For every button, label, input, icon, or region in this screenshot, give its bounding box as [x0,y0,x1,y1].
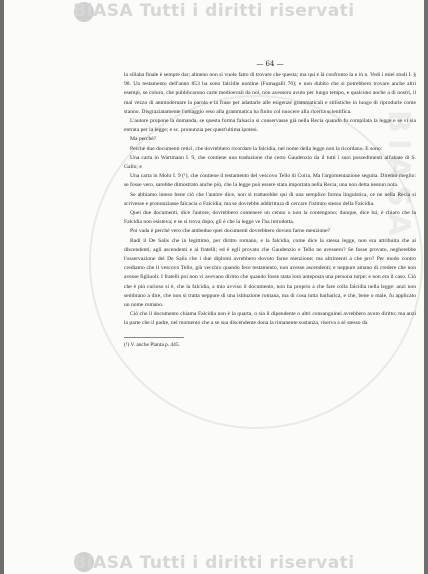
paragraph: Ma perchè? [130,136,157,143]
watermark-top: BiASA Tutti i diritti riservati [73,1,355,21]
paragraph: Ciò che il documento chiama Falcidia non è la quarta, o sia il dipendente o altri consanguinei avrebbero avuto diritto; ma anzi la parte che il padre, nel momento che a se sua discendente dona la rimanente sostanza, riserva a sé stesso da [124,311,416,327]
page-content [124,8,416,349]
paragraph: Perchè due documenti retici, che dovrebbero ricordare la falcidia, nel nome della legge non la ricordano. E sono: [130,145,383,152]
watermark-bottom: BiASA Tutti i diritti riservati [73,553,355,573]
paragraph: la sillaba finale è sempre dar; almeno non si vuole fatto di trovare che questa; ma qui e là confronto la e in n. Vedi i miei studi I. § 98. Un testamento dell'anno 853 ha sono falcidie nomine (Fumagalli 70); e non dubito che si potrebbero trovare anche altri esempi, se coloro, che pubblicarono carte medioevali da noi, non avessero avuto per lungo tempo, e qualcuno anche a di nostri, il mal vezzo di ammodernare la parola e la frase per adattarle alle esigenze grammaticali e stilistiche in luogo di riprodurle come stanno. Disgraziatamente l'omaggio reso alla grammatica ha finito col nuocere alla ricerca scientifica. [124,72,416,115]
watermark-side: BIASA [381,110,416,243]
paragraph: Se abbiamo inteso bene ciò che l'autore dice, non si trattarebbe qui di una semplice forma linguistica, ce ne nella Recia si scrivesse e pronunziasse falcacia o Falcidia; ma se dovrebbe addirittura di cercare l'istituto stesso della Falcidia. [124,191,416,207]
paragraph: Quei due documenti, dice l'autore, dovrebbero contenere un cenno o non la contengono; dunque, dice lui, è chiaro che la Falcidia non esisteva; e se si trova dopo, gli è che la legge ve l'ha introdotta. [124,210,416,226]
document-page [4,0,424,574]
footnote: (¹) V. anche Planta p. 445. [124,341,180,348]
page-number: — 64 — [256,60,284,68]
body-text [124,71,416,329]
paragraph: Poi vada è perchè vero che ambedue quei documenti dovrebbero dovuto farne menzione? [130,228,331,235]
paragraph: Una carta in Wartmann I. 9, che contiene una traduzione che certo Gaudenzio da il tutti i suoi possedimenti all'abate di S. Gallo; e [124,154,416,171]
paragraph: Badi il De Salis che in legittimo, per diritto romano, e la falcidia, come dice la stessa legge, non era attribuita che ai discendenti, agli ascendenti e ai fratelli; ed è egli provato che Gaudenzio e Tello ne avessero? Se fosse provato, negherebbe l'osservazione del De Salis che i due diplomi avrebbero dovuto farne menzione; ma altrimenti a che pro? Per modo contro crediamo che il vescovo Tello, già vecchio quando fece testamento, non avesse ascendenti; e neppure amano di credere che non avesse figliuoli. I fratelli poi non vi avevano diritto che quando fosse stata loro anteposta una persona turpe; e non era il caso. Ciò che è più curioso si è, che la falcidia, a mio avviso il documento, non ha proprio a che fare colla falcidia nella legge: anzi non sembrano a dire, che non si tratta neppure di una istituzione romana, ma di cosa tutta barbarica, e che, bene o male, fu applicato un nome romano. [124,237,416,309]
footnote-divider [124,337,184,338]
paragraph: L'autore propone la domanda, se questa forma falsacia si conservasse già nella Recia quando fu compilata la legge e se vi sia entrata per la legge; e sc. pronunzia per quest'ultima ipotesi. [124,118,416,134]
paragraph: Una carta in Mohr I. 9 (¹), che contiene il testamento del vescovo Tello di Coira. Ma l'argomentazione seguita. Diremo meglio: se fosse vero, sarebbe dimostrato anche più, che la legge può essere stata importata nella Recia, una non detta nessun nota. [124,173,416,189]
